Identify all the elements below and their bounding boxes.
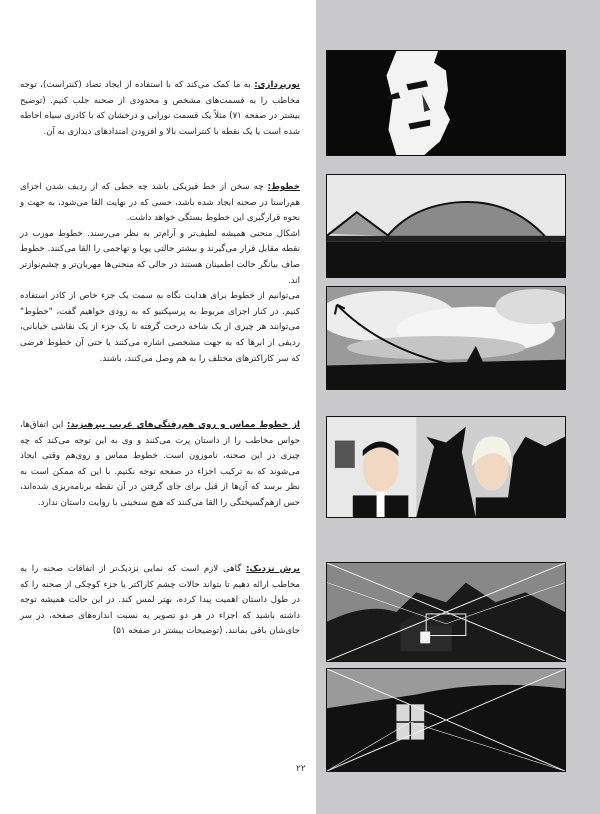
house-closeup-illustration (327, 669, 565, 771)
tangent-section (20, 418, 300, 512)
lines-paragraph-1 (20, 180, 300, 227)
curve-and-diagonal-lines-frame (326, 174, 566, 278)
house-wide-illustration (327, 563, 565, 661)
clouds-curve-frame (326, 286, 566, 390)
clouds-illustration (327, 287, 565, 389)
lines-body-1: چه سخن از خط فیزیکی باشد چه خطی که از ردیف شدن اجزای هم‌راستا در صحنه ایجاد شده باشد، حسی که در نهایت القا می‌شود، به جهت و نحوه قرارگیری این خطوط بستگی خواهد داشت. (20, 182, 300, 224)
lines-section (20, 180, 300, 367)
lighting-paragraph (20, 78, 300, 140)
lines-paragraph-2: اشکال منحنی همیشه لطیف‌تر و آرام‌تر به نظر می‌رسند. خطوط مورب در نقطه مقابل قرار می‌گیرند و بیشتر حالتی پویا و تهاجمی را القا می‌کنند. خطوط صاف بیانگر حالت اطمینان هستند در حالی که منحنی‌ها مهربان‌تر و چشم‌نوازتر اند. (20, 228, 300, 286)
face-illustration (327, 51, 565, 155)
tangent-paragraph (20, 418, 300, 512)
lines-heading: خطوط: (267, 182, 300, 192)
tangent-heading: از خطوط مماس و روی هم‌رفتگی‌های غریب بپرهیزید: (66, 420, 300, 430)
tangent-body: این اتفاق‌ها، حواس مخاطب را از داستان پرت می‌کنند و وی به این توجه می‌کند که چه چیزی در این صحنه، ناموزون است. خطوط مماس و روی‌هم وقتی ایجاد می‌شوند که به ترکیب اجزاء در صفحه توجه نکنیم. با این که ممکن است به نظر برسد که آن‌ها از قبل برای جای گرفتن در آن نقطه برنامه‌ریزی شده‌اند، حس ازهم‌گسیختگی را القا می‌کنند که هیچ سنخیتی با روایت داستان ندارد. (20, 420, 300, 508)
curves-illustration (327, 175, 565, 277)
page-number: ۲۲ (296, 764, 306, 774)
closeup-body: گاهی لازم است که نمایی نزدیک‌تر از اتفاقات صحنه را به مخاطب ارائه دهیم تا بتواند حالات چشم کاراکتر یا جزء کوچکی از صحنه را که در طول داستان اهمیت پیدا کرده، بهتر لمس کند. در این حالت همیشه توجه داشته باشید که اجزاء در هر دو تصویر به نسبت اندازه‌های صفحه، در سر جای‌شان باقی بمانند. (توضیحات بیشتر در صفحه ۵۱) (20, 564, 300, 637)
couple-illustration (327, 417, 565, 517)
lighting-section (20, 78, 300, 140)
tangent-couple-frame (326, 416, 566, 518)
closeup-heading: برش نزدیک: (246, 564, 300, 574)
closeup-section (20, 562, 300, 640)
face-in-light-frame (326, 50, 566, 156)
closeup-paragraph (20, 562, 300, 640)
house-perspective-closeup-frame (326, 668, 566, 772)
lighting-heading: نورپردازی: (254, 80, 300, 90)
house-perspective-wide-frame (326, 562, 566, 662)
lighting-body: به ما کمک می‌کند که با استفاده از ایجاد تضاد (کنتراست)، توجه مخاطب را به قسمت‌های مشخص و محدودی از صحنه جلب کنیم. (توضیح بیشتر در صفحه ۷۱) مثلاً یک قسمت نورانی و درخشان که با کادری سیاه احاطه شده است یا یک نقطه با کنتراست بالا و افزودن امتدادهای دیداری به آن. (20, 80, 300, 137)
lines-paragraph-3: می‌توانیم از خطوط برای هدایت نگاه به سمت یک جزء خاص از کادر استفاده کنیم. در کنار اجزای مربوط به پرسپکتیو که به زودی خواهیم گفت، "خطوط" می‌توانند هر چیزی از یک شاخه درخت گرفته تا یک جزء از یک نقاشی خیابانی، ردیفی از ابرها که به جهت مشخصی اشاره می‌کنند یا حتی آن خطوط فرضی که سر کاراکترهای مختلف را به هم وصل می‌کنند، باشند. (20, 291, 300, 364)
